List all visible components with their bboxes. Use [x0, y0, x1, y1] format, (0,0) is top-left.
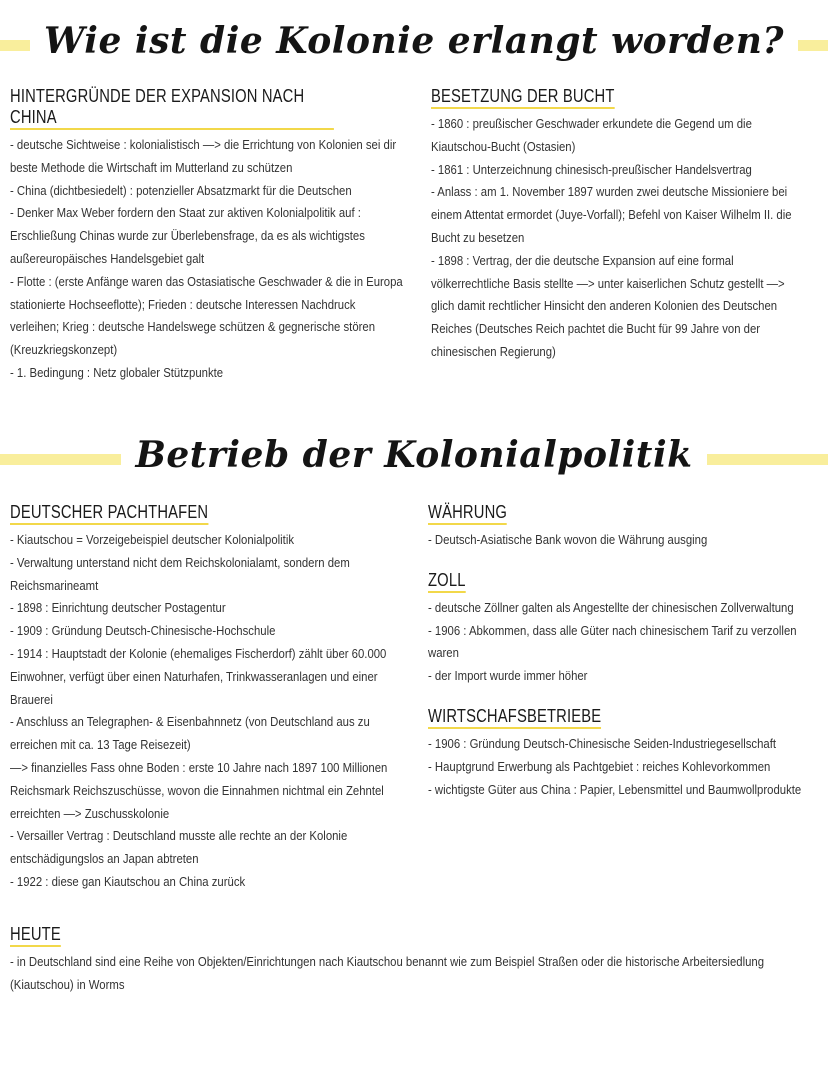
section-heading: ZOLL — [428, 570, 466, 593]
section-text: - Deutsch-Asiatische Bank wovon die Währung ausging — [428, 532, 708, 547]
left-column-bottom — [10, 502, 410, 906]
section-text: - deutsche Zöllner galten als Angestellte der chinesischen Zollverwaltung - 1906 : Abkommen, dass alle Güter nach chinesischem Tarif zu verzollen waren - der Import wurde immer höher — [428, 599, 797, 684]
title-banner-1 — [0, 14, 828, 74]
section-wirtschaft — [428, 706, 813, 801]
bottom-section — [10, 924, 800, 1009]
section-text: - 1860 : preußischer Geschwader erkundete die Gegend um die Kiautschou-Bucht (Ostasien) - 1861 : Unterzeichnung chinesisch-preußischer Handelsvertrag - Anlass : am 1. November 1897 wurden zwei deutsche Missioniere bei einem Attentat ermordet (Juye-Vorfall); Befehl von Kaiser Wilhelm II. die Bucht zu besetzen - 1898 : Vertrag, der die deutsche Expansion auf eine formal völkerrechtliche Basis stellte —> unter kaiserlichen Schutz gestellt —> glich damit rechtlicher Hinsicht den anderen Kolonien des Deutschen Reiches (Deutsches Reich pachtet die Bucht für 99 Jahre von der chinesischen Regierung) — [431, 116, 792, 359]
right-column-bottom — [428, 502, 813, 813]
section-text: - in Deutschland sind eine Reihe von Objekten/Einrichtungen nach Kiautschou benannt wie zum Beispiel Straßen oder die historische Arbeitersiedlung (Kiautschou) in Worms — [10, 954, 765, 992]
section-zoll — [428, 570, 813, 688]
section-pachthafen — [10, 502, 410, 894]
page-title-text: Wie ist die Kolonie erlangt worden? — [30, 20, 798, 62]
section-title — [0, 434, 828, 476]
section-heading: HEUTE — [10, 924, 61, 947]
section-text: - deutsche Sichtweise : kolonialistisch —> die Errichtung von Kolonien sei dir beste Methode die Wirtschaft im Mutterland zu schützen - China (dichtbesiedelt) : potenzieller Absatzmarkt für die Deutschen - Denker Max Weber fordern den Staat zur aktiven Kolonialpolitik auf : Erschließung Chinas wurde zur Überlebensfrage, da es als wichtigstes außereuropäisches Handelsgebiet galt - Flotte : (erste Anfänge waren das Ostasiatische Geschwader & die in Europa stationierte Hochseeflotte); Frieden : deutsche Interessen Nachdruck verleihen; Krieg : deutsche Handelswege schützen & gegnerische stören (Kreuzkriegskonzept) - 1. Bedingung : Netz globaler Stützpunkte — [10, 137, 403, 380]
section-waehrung — [428, 502, 813, 552]
section-hintergruende — [10, 86, 405, 385]
right-column-top — [431, 86, 811, 376]
section-besetzung — [431, 86, 811, 364]
title-banner-2 — [0, 428, 828, 488]
section-title-text: Betrieb der Kolonialpolitik — [121, 434, 706, 476]
section-text: - Kiautschou = Vorzeigebeispiel deutscher Kolonialpolitik - Verwaltung unterstand nicht dem Reichskolonialamt, sondern dem Reichsmarineamt - 1898 : Einrichtung deutscher Postagentur - 1909 : Gründung Deutsch-Chinesische-Hochschule - 1914 : Hauptstadt der Kolonie (ehemaliges Fischerdorf) zählt über 60.000 Einwohner, verfügt über einen Naturhafen, Trinkwasseranlagen und einer Brauerei - Anschluss an Telegraphen- & Eisenbahnnetz (von Deutschland aus zu erreichen mit ca. 13 Tage Reisezeit) —> finanzielles Fass ohne Boden : erste 10 Jahre nach 1897 100 Millionen Reichsmark Reichszuschüsse, wovon die Einnahmen nichtmal ein Zehntel erreichten —> Zuschusskolonie - Versailler Vertrag : Deutschland musste alle rechte an der Kolonie entschädigungslos an Japan abtreten - 1922 : diese gan Kiautschou an China zurück — [10, 532, 388, 889]
section-heading: BESETZUNG DER BUCHT — [431, 86, 615, 109]
section-heading: WIRTSCHAFSBETRIEBE — [428, 706, 601, 729]
section-text: - 1906 : Gründung Deutsch-Chinesische Seiden-Industriegesellschaft - Hauptgrund Erwerbung als Pachtgebiet : reiches Kohlevorkommen - wichtigste Güter aus China : Papier, Lebensmittel und Baumwollprodukte — [428, 735, 802, 797]
left-column-top — [10, 86, 405, 397]
section-heading: DEUTSCHER PACHTHAFEN — [10, 502, 208, 525]
page-title — [0, 20, 828, 62]
section-heading: HINTERGRÜNDE DER EXPANSION NACH CHINA — [10, 86, 334, 130]
section-heute — [10, 924, 800, 997]
section-heading: WÄHRUNG — [428, 502, 507, 525]
